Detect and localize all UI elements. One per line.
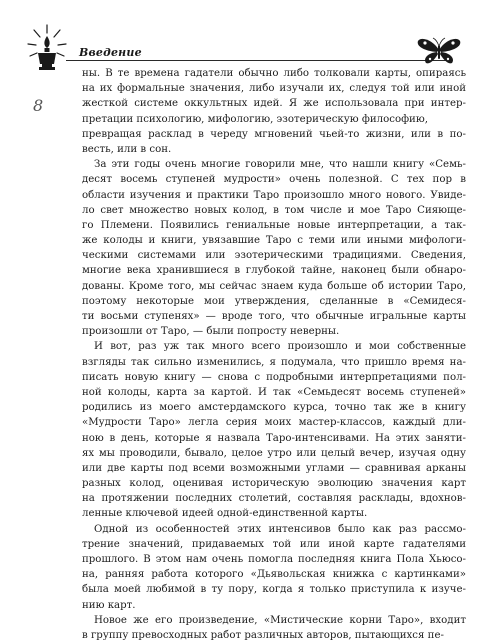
text-line: писать новую книгу — снова с подробными интерпретациями пол- xyxy=(82,371,466,383)
text-line: Одной из особенностей этих интенсивов было как раз рассмо- xyxy=(94,523,466,535)
text-line: ти восьми ступенях» — вроде того, что обычные игральные карты xyxy=(82,311,466,322)
text-line: За эти годы очень многие говорили мне, что нашли книгу «Семь- xyxy=(94,159,466,171)
text-line: ло свет множество новых колод, в том числе и мое Таро Сияюще- xyxy=(82,204,466,216)
text-line: жесткой системе оккультных идей. Я же использовала при интер- xyxy=(82,98,466,110)
text-line: го Племени. Появились гениальные новые интерпретации, а так- xyxy=(82,219,466,231)
text-line: прошлого. В этом нам очень помогла последняя книга Пола Хьюсо- xyxy=(82,554,466,565)
paragraph xyxy=(82,66,466,157)
text-line: области изучения и практики Таро произошло много нового. Увиде- xyxy=(82,189,466,201)
paragraph xyxy=(82,157,466,339)
text-line: ною в день, которые я назвала Таро-интенсивами. На этих заняти- xyxy=(82,432,466,444)
paragraph xyxy=(82,613,466,643)
text-line: или две карты под всеми возможными углами — сравнивая арканы xyxy=(82,462,466,474)
body-text xyxy=(82,66,466,643)
text-line: претации психологию, мифологию, эзотерическую философию, xyxy=(82,113,428,125)
text-line: дованы. Кроме того, мы сейчас знаем куда больше об истории Таро, xyxy=(82,280,466,292)
text-line: на их формальные значения, либо изучали их, следуя той или иной xyxy=(82,83,466,95)
text-line: ны. В те времена гадатели обычно либо толковали карты, опираясь xyxy=(82,68,466,79)
oil-lamp-icon xyxy=(26,22,68,76)
text-line: же колоды и книги, увязавшие Таро с теми или иными мифологи- xyxy=(82,235,466,247)
text-line: ленные ключевой идеей одной-единственной карты. xyxy=(82,508,368,520)
text-line: трение значений, придаваемых той или иной карте гадателями xyxy=(82,538,466,550)
paragraph xyxy=(82,339,466,521)
text-line: в группу превосходных работ различных авторов, пытающихся пе- xyxy=(82,629,444,641)
text-line: была моей любимой в ту пору, когда я только приступила к изуче- xyxy=(82,584,466,596)
text-line: ях мы проводили, бывало, целое утро или целый вечер, изучая одну xyxy=(82,447,466,459)
running-header xyxy=(0,0,502,66)
text-line: Новое же его произведение, «Мистические корни Таро», входит xyxy=(94,614,466,626)
text-line: ческими системами или эзотерическими традициями. Сведения, xyxy=(82,250,466,262)
text-line: «Мудрости Таро» легла серия моих мастер-классов, каждый дли- xyxy=(82,417,466,429)
text-line: на, ранняя работа которого «Дьявольская книжка с картинками» xyxy=(82,569,466,581)
butterfly-icon xyxy=(415,36,463,66)
text-line: многие века хранившиеся в глубокой тайне, наконец были обнаро- xyxy=(82,265,466,277)
text-line: разных колод, оценивая историческую эволюцию значения карт xyxy=(82,478,466,490)
text-line: десят восемь ступеней мудрости» очень полезной. С тех пор в xyxy=(82,174,466,186)
text-line: ной колоды, карта за картой. И так «Семьдесят восемь ступеней» xyxy=(82,386,466,398)
text-line: И вот, раз уж так много всего произошло и мои собственные xyxy=(94,341,466,353)
text-line: поэтому некоторые мои утверждения, сделанные в «Семидеся- xyxy=(82,295,466,307)
text-line: родились из моего амстердамского курса, точно так же в книгу xyxy=(82,402,466,414)
page-number: 8 xyxy=(33,96,44,115)
text-line: на протяжении последних столетий, составляя расклады, вдохнов- xyxy=(82,493,466,505)
text-line: произошли от Таро, — были попросту неверны. xyxy=(82,326,340,338)
header-rule xyxy=(66,60,448,61)
section-title: Введение xyxy=(79,46,142,59)
text-line: взгляды так сильно изменились, я подумала, что пришло время на- xyxy=(82,356,466,368)
text-line: весть, или в сон. xyxy=(82,143,172,155)
text-line: превращая расклад в череду мгновений чьей-то жизни, или в по- xyxy=(82,128,466,140)
paragraph xyxy=(82,522,466,613)
text-line: нию карт. xyxy=(82,599,136,611)
